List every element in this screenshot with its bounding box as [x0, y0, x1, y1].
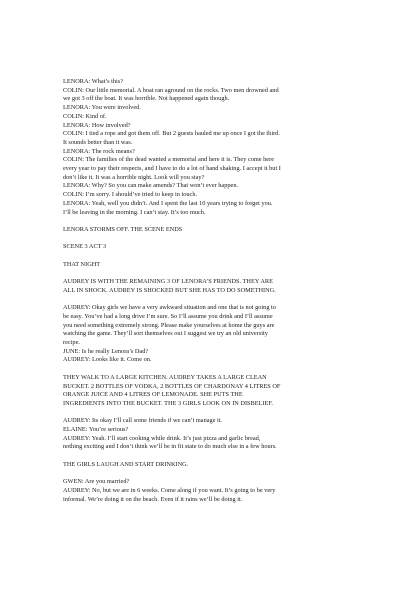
- script-line: THAT NIGHT: [63, 260, 101, 268]
- script-line: we got 3 off the boat. It was horrible. Not happened again though.: [63, 95, 230, 103]
- script-line: SCENE 3 ACT 3: [63, 243, 107, 251]
- script-line: nothing exciting and I don’t think we’ll be in fit state to do much else in a few hours.: [63, 443, 277, 451]
- script-paragraph: [63, 243, 363, 252]
- script-line: COLIN: Our little memorial. A boat ran aground on the rocks. Two men drowned and: [63, 86, 279, 94]
- script-line: LENORA: How involved?: [63, 121, 131, 129]
- script-line: LENORA: You were involved.: [63, 104, 141, 112]
- script-paragraph: [63, 226, 363, 235]
- paragraph-gap: [63, 296, 363, 305]
- script-line: informal. We’re doing it on the beach. Even if it rains we’ll be doing it.: [63, 495, 243, 503]
- script-line: don’t like it. It was a horrible night. Look will you stay?: [63, 173, 205, 181]
- script-line: COLIN: Kind of.: [63, 112, 107, 120]
- script-line: AUDREY: Okay girls we have a very awkward situation and one that is not going to: [63, 304, 276, 312]
- script-line: LENORA: The rock means?: [63, 147, 135, 155]
- script-paragraph: [63, 478, 363, 504]
- script-line: every year to pay their respects, and I have to do a lot of hand shaking. I accept it but I: [63, 165, 281, 173]
- script-line: GWEN: Are you married?: [63, 478, 130, 486]
- script-line: AUDREY: Its okay I’ll call some friends if we can’t manage it.: [63, 417, 223, 425]
- script-line: ELAINE: You’re serious?: [63, 426, 129, 434]
- script-line: COLIN: The families of the dead wanted a memorial and here it is. They come here: [63, 156, 274, 164]
- script-line: It sounds better than it was.: [63, 138, 133, 146]
- paragraph-gap: [63, 252, 363, 261]
- script-line: JUNE: Is he really Lenora’s Dad?: [63, 347, 149, 355]
- script-line: LENORA: Why? So you can make amends? That won’t ever happen.: [63, 182, 239, 190]
- paragraph-gap: [63, 365, 363, 374]
- script-line: INGREDIENTS INTO THE BUCKET. THE 3 GIRLS LOOK ON IN DISBELIEF.: [63, 399, 273, 407]
- paragraph-gap: [63, 470, 363, 479]
- script-paragraph: [63, 78, 363, 217]
- paragraph-gap: [63, 409, 363, 418]
- script-line: ALL IN SHOCK. AUDREY IS SHOCKED BUT SHE HAS TO DO SOMETHING.: [63, 286, 276, 294]
- script-line: THE GIRLS LAUGH AND START DRINKING.: [63, 460, 189, 468]
- script-line: COLIN: I tied a rope and got them off. But 2 guests hauled me up once I got the third.: [63, 130, 280, 138]
- script-line: AUDREY: Yeah. I’ll start cooking while drink. It’s just pizza and garlic bread,: [63, 434, 261, 442]
- script-line: BUCKET. 2 BOTTLES OF VODKA, 2 BOTTLES OF CHARDONAY 4 LITRES OF: [63, 382, 281, 390]
- script-paragraph: [63, 374, 363, 409]
- script-line: ORANGE JUICE AND 4 LITRES OF LEMONADE. SHE PUTS THE: [63, 391, 243, 399]
- script-paragraph: [63, 304, 363, 365]
- script-line: recipe.: [63, 339, 80, 347]
- script-paragraph: [63, 417, 363, 452]
- script-line: LENORA: Yeah, well you didn’t. And I spent the last 10 years trying to forget you.: [63, 199, 273, 207]
- script-line: I’ll be leaving in the morning. I can’t stay. It’s too much.: [63, 208, 206, 216]
- script-line: AUDREY: No, but we are in 6 weeks. Come along if you want. It’s going to be very: [63, 486, 276, 494]
- script-line: THEY WALK TO A LARGE KITCHEN. AUDREY TAKES A LARGE CLEAN: [63, 373, 267, 381]
- script-line: AUDREY: Looks like it. Come on.: [63, 356, 152, 364]
- script-line: LENORA: What’s this?: [63, 78, 124, 85]
- script-line: watching the game. They’ll sort themselves out I suggest we try an old university: [63, 330, 268, 338]
- paragraph-gap: [63, 269, 363, 278]
- script-line: be easy. You’ve had a long drive I’m sure. So I’ll assume you drink and I’ll assume: [63, 312, 273, 320]
- script-paragraph: [63, 278, 363, 295]
- script-line: AUDREY IS WITH THE REMAINING 3 OF LENORA’S FRIENDS. THEY ARE: [63, 278, 273, 286]
- paragraph-gap: [63, 217, 363, 226]
- script-paragraph: [63, 261, 363, 270]
- script-text: [63, 78, 363, 504]
- script-line: you need something extremely strong. Please make yourselves at home the guys are: [63, 321, 275, 329]
- script-paragraph: [63, 461, 363, 470]
- paragraph-gap: [63, 452, 363, 461]
- script-line: COLIN: I’m sorry. I should’ve tried to keep in touch.: [63, 191, 198, 199]
- script-line: LENORA STORMS OFF. THE SCENE ENDS: [63, 225, 183, 233]
- paragraph-gap: [63, 235, 363, 244]
